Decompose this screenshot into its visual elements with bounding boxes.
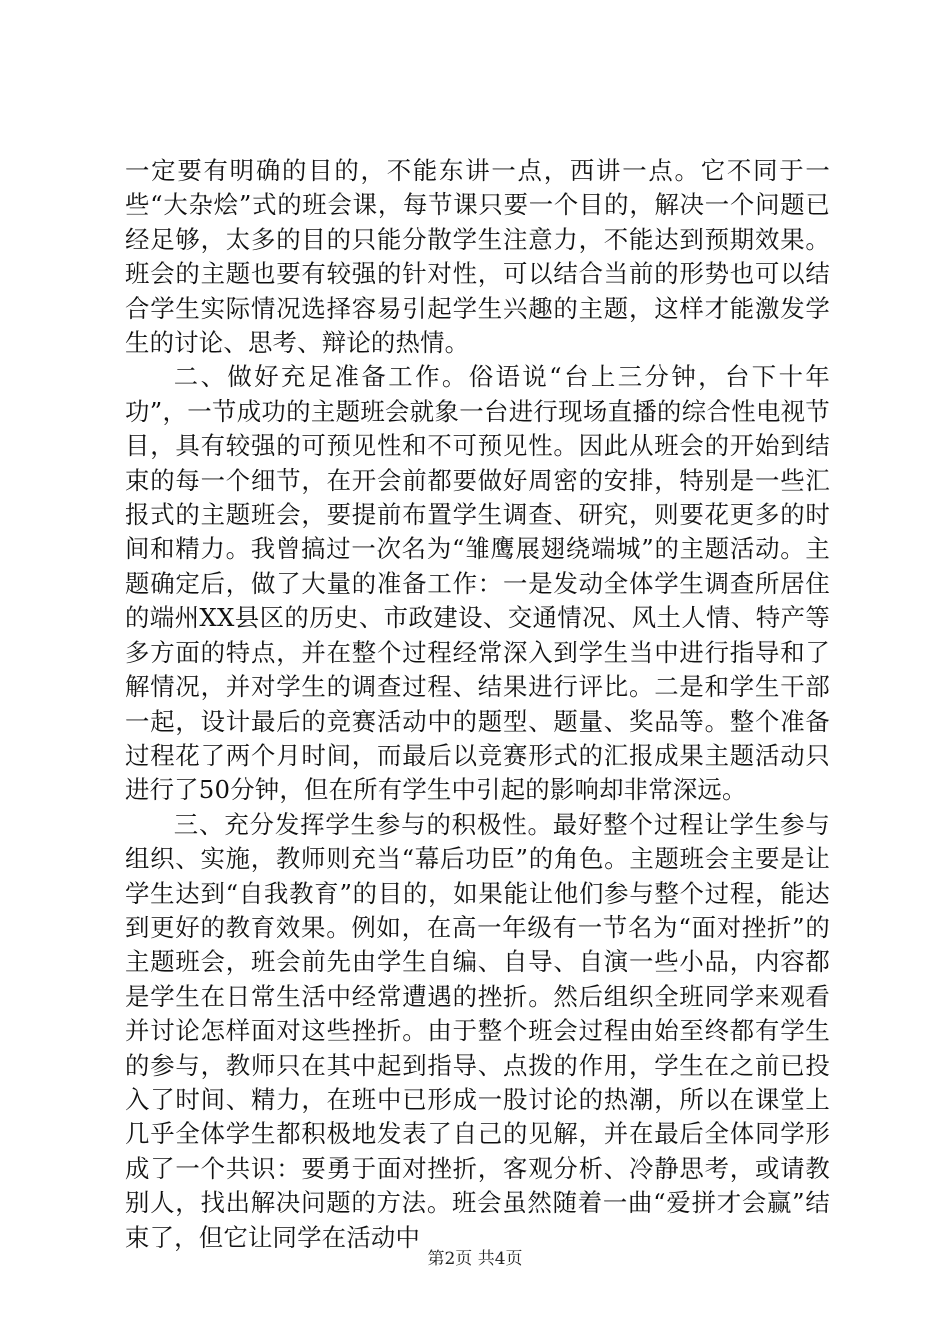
- paragraph-3: 三、充分发挥学生参与的积极性。最好整个过程让学生参与组织、实施，教师则充当“幕后功臣”的角色。主题班会主要是让学生达到“自我教育”的目的，如果能让他们参与整个过程，能达到更好的教育效果。例如，在高一年级有一节名为“面对挫折”的主题班会，班会前先由学生自编、自导、自演一些小品，内容都是学生在日常生活中经常遭遇的挫折。然后组织全班同学来观看并讨论怎样面对这些挫折。由于整个班会过程由始至终都有学生的参与，教师只在其中起到指导、点拨的作用，学生在之前已投入了时间、精力，在班中已形成一股讨论的热潮，所以在课堂上几乎全体学生都积极地发表了自己的见解，并在最后全体同学形成了一个共识：要勇于面对挫折，客观分析、冷静思考，或请教别人，找出解决问题的方法。班会虽然随着一曲“爱拼才会赢”结束了，但它让同学在活动中: [125, 809, 830, 1252]
- paragraph-2: 二、做好充足准备工作。俗语说“台上三分钟，台下十年功”，一节成功的主题班会就象一台进行现场直播的综合性电视节目，具有较强的可预见性和不可预见性。因此从班会的开始到结束的每一个细节，在开会前都要做好周密的安排，特别是一些汇报式的主题班会，要提前布置学生调查、研究，则要花更多的时间和精力。我曾搞过一次名为“雏鹰展翅绕端城”的主题活动。主题确定后，做了大量的准备工作：一是发动全体学生调查所居住的端州XX县区的历史、市政建设、交通情况、风土人情、特产等多方面的特点，并在整个过程经常深入到学生当中进行指导和了解情况，并对学生的调查过程、结果进行评比。二是和学生干部一起，设计最后的竞赛活动中的题型、题量、奖品等。整个准备过程花了两个月时间，而最后以竞赛形式的汇报成果主题活动只进行了50分钟，但在所有学生中引起的影响却非常深远。: [125, 362, 830, 805]
- page-number-footer: 第2页 共4页: [427, 1249, 523, 1269]
- paragraph-1: 一定要有明确的目的，不能东讲一点，西讲一点。它不同于一些“大杂烩”式的班会课，每节课只要一个目的，解决一个问题已经足够，太多的目的只能分散学生注意力，不能达到预期效果。班会的主题也要有较强的针对性，可以结合当前的形势也可以结合学生实际情况选择容易引起学生兴趣的主题，这样才能激发学生的讨论、思考、辩论的热情。: [125, 156, 830, 358]
- document-body: [125, 154, 830, 1255]
